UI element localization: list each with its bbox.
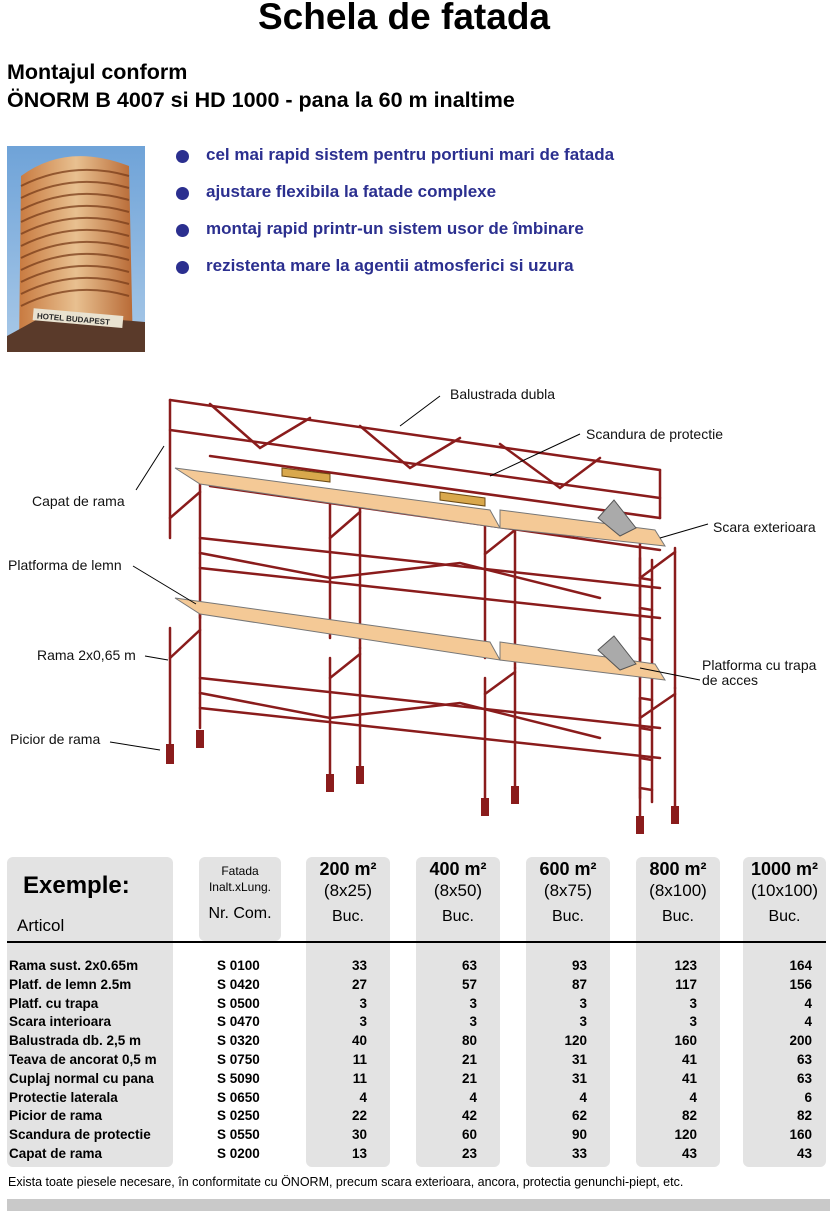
quantity-cell: 63 (796, 1052, 812, 1067)
table-heading-exemple: Exemple: (23, 872, 130, 899)
quantity-cell: 40 (351, 1033, 367, 1049)
article-code: S 0420 (217, 976, 260, 992)
callout-trapa: Platforma cu trapa de acces (702, 657, 817, 688)
callout-platforma: Platforma de lemn (8, 557, 122, 573)
quantity-cell: 63 (796, 1070, 812, 1086)
quantity-cell: 160 (789, 1127, 812, 1143)
callout-scara: Scara exterioara (713, 519, 816, 535)
quantity-cell: 120 (674, 1127, 697, 1143)
article-code: S 0200 (217, 1146, 260, 1161)
building-illustration (7, 146, 145, 352)
bullet-icon (176, 187, 189, 200)
quantity-cell: 4 (689, 1089, 697, 1105)
quantity-cell: 80 (461, 1033, 477, 1049)
quantity-cell: 30 (351, 1127, 367, 1143)
column-header-2: 400 m² (8x50) Buc. (429, 859, 487, 925)
callout-scandura: Scandura de protectie (586, 426, 723, 442)
code-column-header: Fatada Inalt.xLung. Nr. Com. (208, 864, 272, 922)
quantity-cell: 57 (461, 976, 477, 992)
article-code: S 0100 (217, 958, 260, 973)
bullet-icon (176, 224, 189, 237)
bottom-bar (7, 1199, 830, 1211)
bullet-icon (176, 261, 189, 274)
article-code: S 0550 (217, 1127, 260, 1143)
quantity-cell: 82 (681, 1108, 697, 1124)
article-code: S 5090 (217, 1070, 260, 1086)
article-code: S 0650 (217, 1089, 260, 1105)
quantity-cell: 87 (571, 976, 587, 992)
quantity-cell: 63 (461, 958, 477, 973)
table-row (0, 977, 830, 996)
quantity-cell: 31 (571, 1070, 587, 1086)
table-row (0, 996, 830, 1015)
page-title: Schela de fatada (257, 0, 550, 37)
article-code: S 0470 (217, 1014, 260, 1030)
quantity-cell: 43 (796, 1146, 812, 1161)
subtitle-line-2: ÖNORM B 4007 si HD 1000 - pana la 60 m inaltime (7, 88, 515, 112)
article-name: Scara interioara (9, 1014, 112, 1030)
quantity-cell: 120 (564, 1033, 587, 1049)
column-header-1: 200 m² (8x25) Buc. (319, 859, 377, 925)
table-row (0, 1146, 830, 1165)
table-row (0, 1052, 830, 1071)
table-row (0, 1033, 830, 1052)
quantity-cell: 93 (571, 958, 587, 973)
feature-item: montaj rapid printr-un sistem usor de îmbinare (176, 218, 614, 255)
footnote: Exista toate piesele necesare, în conformitate cu ÖNORM, precum scara exterioara, ancora, protectia genunchi-piept, etc. (8, 1175, 684, 1189)
article-code: S 0500 (217, 995, 260, 1011)
table-row (0, 1090, 830, 1109)
article-name: Picior de rama (9, 1108, 103, 1124)
table-row (0, 1071, 830, 1090)
quantity-cell: 82 (796, 1108, 812, 1124)
callout-capat: Capat de rama (32, 493, 125, 509)
column-header-4: 800 m² (8x100) Buc. (649, 859, 707, 925)
article-name: Scandura de protectie (9, 1127, 151, 1143)
quantity-cell: 22 (351, 1108, 367, 1124)
quantity-cell: 200 (789, 1033, 812, 1049)
table-row (0, 1108, 830, 1127)
article-name: Protectie laterala (9, 1089, 118, 1105)
quantity-cell: 3 (469, 1014, 477, 1030)
quantity-cell: 27 (351, 976, 367, 992)
quantity-cell: 4 (579, 1089, 587, 1105)
quantity-cell: 3 (469, 995, 477, 1011)
quantity-cell: 123 (674, 958, 697, 973)
quantity-cell: 4 (804, 1014, 812, 1030)
quantity-cell: 3 (689, 995, 697, 1011)
column-header-3: 600 m² (8x75) Buc. (539, 859, 597, 925)
quantity-cell: 62 (571, 1108, 587, 1124)
quantity-cell: 3 (359, 995, 367, 1011)
quantity-cell: 3 (359, 1014, 367, 1030)
quantity-cell: 21 (461, 1052, 477, 1067)
quantity-cell: 4 (804, 995, 812, 1011)
feature-item: rezistenta mare la agentii atmosferici si uzura (176, 255, 614, 292)
quantity-cell: 33 (571, 1146, 587, 1161)
building-photo (7, 146, 145, 352)
article-code: S 0750 (217, 1052, 260, 1067)
article-code: S 0320 (217, 1033, 260, 1049)
bullet-icon (176, 150, 189, 163)
quantity-cell: 13 (351, 1146, 367, 1161)
quantity-cell: 42 (461, 1108, 477, 1124)
feature-item: cel mai rapid sistem pentru portiuni mari de fatada (176, 144, 614, 181)
table-heading-articol: Articol (17, 916, 65, 935)
hotel-sign-text: HOTEL BUDAPEST (36, 311, 111, 327)
article-name: Capat de rama (9, 1146, 103, 1161)
article-name: Teava de ancorat 0,5 m (9, 1052, 157, 1067)
column-header-5: 1000 m² (10x100) Buc. (750, 859, 819, 925)
article-name: Balustrada db. 2,5 m (9, 1033, 142, 1049)
article-code: S 0250 (217, 1108, 260, 1124)
article-name: Platf. de lemn 2.5m (9, 976, 132, 992)
quantity-cell: 3 (689, 1014, 697, 1030)
subtitle (7, 58, 515, 114)
feature-list (176, 144, 614, 292)
quantity-cell: 60 (461, 1127, 477, 1143)
quantity-cell: 21 (461, 1070, 477, 1086)
callout-picior: Picior de rama (10, 731, 101, 747)
quantity-cell: 4 (469, 1089, 477, 1105)
quantity-cell: 33 (351, 958, 367, 973)
table-row (0, 1014, 830, 1033)
quantity-cell: 3 (579, 1014, 587, 1030)
quantity-cell: 160 (674, 1033, 697, 1049)
quantity-cell: 4 (359, 1089, 367, 1105)
quantity-cell: 90 (571, 1127, 587, 1143)
quantity-cell: 31 (571, 1052, 587, 1067)
callout-balustrada: Balustrada dubla (450, 386, 556, 402)
article-name: Rama sust. 2x0.65m (9, 958, 139, 973)
callout-rama: Rama 2x0,65 m (37, 647, 136, 663)
quantity-cell: 156 (789, 976, 812, 992)
quantity-cell: 6 (804, 1089, 812, 1105)
feature-item: ajustare flexibila la fatade complexe (176, 181, 614, 218)
subtitle-line-1: Montajul conform (7, 60, 188, 84)
quantity-cell: 43 (681, 1146, 697, 1161)
scaffolding-diagram (0, 378, 830, 848)
quantity-cell: 117 (675, 976, 697, 992)
table-header-rule (7, 941, 826, 943)
quantity-cell: 3 (579, 995, 587, 1011)
quantity-cell: 23 (461, 1146, 477, 1161)
scaffolding-drawing (0, 378, 830, 848)
quantity-cell: 41 (681, 1052, 697, 1067)
article-name: Platf. cu trapa (9, 995, 99, 1011)
quantity-cell: 41 (681, 1070, 697, 1086)
table-row (0, 1127, 830, 1146)
quantity-cell: 11 (352, 1070, 367, 1086)
quantity-cell: 11 (352, 1052, 367, 1067)
quantity-cell: 164 (789, 958, 812, 973)
table-row (0, 958, 830, 977)
article-name: Cuplaj normal cu pana (9, 1070, 154, 1086)
